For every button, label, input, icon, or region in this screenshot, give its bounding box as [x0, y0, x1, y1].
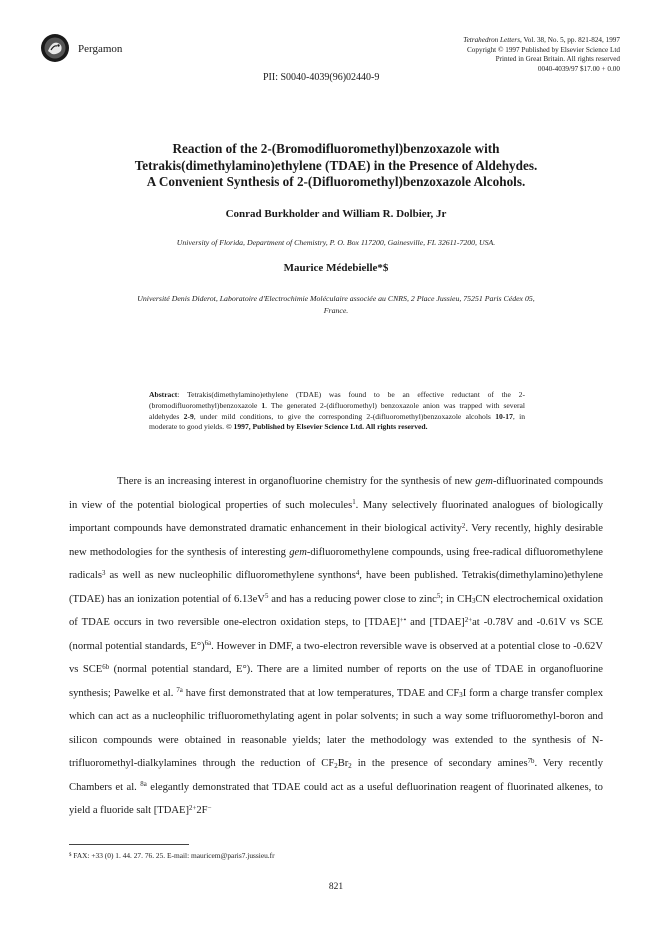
- compound-number: 10-17: [495, 411, 513, 421]
- title-line: A Convenient Synthesis of 2-(Difluoromethyl)benzoxazole Alcohols.: [146, 174, 526, 189]
- citation: 8a: [140, 781, 147, 789]
- abstract-copyright: © 1997, Published by Elsevier Science Ltd. All rights reserved.: [225, 422, 428, 432]
- pergamon-logo-icon: [40, 33, 70, 63]
- compound-number: 2-9: [183, 411, 194, 421]
- copyright-line: Copyright © 1997 Published by Elsevier Science Ltd: [467, 45, 620, 54]
- page-number: 821: [328, 882, 344, 892]
- affiliation-line: France.: [323, 305, 349, 315]
- abstract-text: , under mild conditions, to give the corresponding 2-(difluoromethyl)benzoxazole alcohols: [193, 411, 496, 421]
- abstract-label: Abstract: [149, 390, 178, 399]
- affiliation: [60, 293, 612, 316]
- citation: 1: [352, 499, 356, 507]
- citation: 7b: [527, 757, 535, 765]
- journal-name: Tetrahedron Letters: [463, 36, 521, 44]
- footnote-text: FAX: +33 (0) 1. 44. 27. 76. 25. E-mail: mauricem@paris7.jussieu.fr: [71, 851, 275, 860]
- pii: PII: S0040-4039(96)02440-9: [263, 72, 380, 83]
- abstract: [149, 390, 525, 433]
- affiliation: University of Florida, Department of Chemistry, P. O. Box 117200, Gainesville, FL 32611-7200, USA.: [176, 238, 496, 247]
- citation: 5: [264, 593, 269, 601]
- affiliation-line: Université Denis Diderot, Laboratoire d'Electrochimie Moléculaire associée au CNRS, 2 Place Jussieu, 75251 Paris Cédex 05,: [137, 294, 535, 303]
- abstract-text: : Tetrakis(dimethylamino)ethylene (TDAE) was found to be an effective reductant of the 2-(bromodifluoromethyl)benzoxazole: [149, 390, 525, 410]
- author-list: Conrad Burkholder and William R. Dolbier, Jr: [225, 208, 447, 220]
- citation: 5: [436, 593, 441, 601]
- journal-volume: , Vol. 38, No. 5, pp. 821-824, 1997: [520, 36, 620, 44]
- printed-line: Printed in Great Britain. All rights reserved: [495, 55, 620, 64]
- issn-line: 0040-4039/97 $17.00 + 0.00: [537, 64, 620, 73]
- citation: 6b: [102, 663, 110, 671]
- compound-number: 1: [261, 400, 266, 410]
- abstract-text: . The generated 2-(difluoromethyl) benzoxazole anion was trapped with several aldehydes: [149, 400, 525, 421]
- journal-citation: [463, 36, 620, 46]
- title-line: Tetrakis(dimethylamino)ethylene (TDAE) in the Presence of Aldehydes.: [134, 157, 538, 173]
- citation: 3: [101, 569, 106, 577]
- footnote: [69, 851, 275, 860]
- journal-info: [463, 36, 620, 74]
- publisher-name: Pergamon: [78, 43, 123, 55]
- paper-title: [60, 141, 612, 191]
- paragraph: There is an increasing interest in organofluorine chemistry for the synthesis of new gem-difluorinated compounds in view of the potential biological properties of such molecules$^1$. Many selectively fluorinated analogues of biologically important compounds have demonstrated dramatic enhancement in their biological activity$^2$. Very recently, highly desirable new methodologies for the synthesis of interesting gem-difluoromethylene compounds, using free-radical difluoromethylene radicals$^3$ as well as new nucleophilic difluoromethylene synthons$^4$, have been published. Tetrakis(dimethylamino)ethylene (TDAE) has an ionization potential of $6.13eV^5$ and has a reducing power close to zinc$^5$; in $CH_3CN$ electrochemical oxidation of TDAE occurs in two reversible one-electron oxidation steps, to [TDAE]+• and [TDAE]$^{2+}$at -0.78V and -0.61V vs SCE (normal potential standards, E°)$^{6a}$. However in DMF, a two-electron reversible wave is observed at a potential close to -0.62V vs $SCE^{6b}$ (normal potential standard, E°). There are a limited number of reports on the use of TDAE in organofluorine synthesis; Pawelke et al. $^{7a}$ have first demonstrated that at low temperatures, TDAE and $CF_3I$ form a charge transfer complex which can act as a nucleophilic trifluoromethylating agent in polar solvents; in such a way some trifluoromethyl-boron and silicon compounds were obtained in reasonable yields; later the methodology was extended to the synthesis of N-trifluoromethyl-dialkylamines through the reduction of $CF_2Br_2$ in the presence of secondary amines$^{7b}$. Very recently Chambers et al. $^{8a}$ elegantly demonstrated that TDAE could act as a useful defluorination reagent of fluorinated alkenes, to yield a fluoride salt [TDAE]$^{2+}$2F−: [69, 476, 604, 816]
- body-text: [69, 470, 603, 823]
- corresponding-author: Maurice Médebielle*$: [283, 262, 389, 274]
- title-line: Reaction of the 2-(Bromodifluoromethyl)benzoxazole with: [172, 141, 500, 156]
- citation: 7a: [176, 687, 183, 695]
- abstract-text: , in moderate to good yields.: [149, 411, 525, 432]
- citation: 2: [461, 522, 466, 530]
- citation: 6a: [204, 640, 212, 648]
- footnote-mark: $: [69, 852, 72, 858]
- footnote-rule: [69, 844, 189, 845]
- citation: 4: [355, 569, 360, 577]
